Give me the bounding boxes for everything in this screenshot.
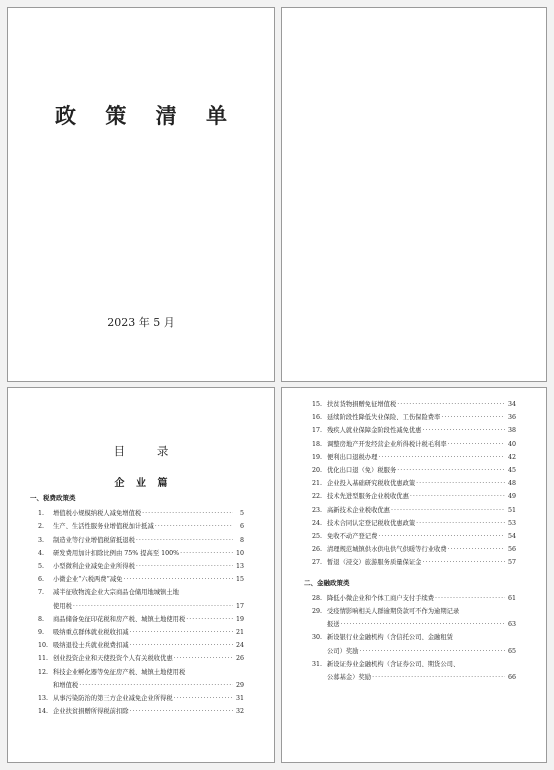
toc-item-page: 29: [235, 681, 244, 689]
toc-item-number: 10.: [38, 642, 49, 650]
toc-item-title: 生产、生活性服务业增值税加计抵减: [53, 523, 154, 531]
dot-leader: [180, 547, 233, 560]
dot-leader: [378, 451, 505, 464]
toc-item[interactable]: [312, 605, 516, 631]
toc-item[interactable]: [312, 451, 516, 464]
toc-item[interactable]: [312, 424, 516, 437]
toc-item-title: 商品储备免征印花税和房产税、城镇土地使用税: [53, 615, 186, 623]
section-heading-tax: 一、税费政策类: [30, 494, 76, 502]
toc-item-title: 新设银行业金融机构（含信托公司、金融租赁: [327, 634, 453, 642]
toc-item-page: 42: [507, 453, 516, 461]
toc-item[interactable]: [38, 586, 244, 612]
cover-page: [7, 7, 275, 382]
toc-item-number: 21.: [312, 480, 323, 488]
toc-item-page: 49: [507, 493, 516, 501]
toc-item-title: 扶贫货物捐赠免征增值税: [327, 401, 397, 408]
toc-item-page: 26: [235, 655, 244, 663]
dot-leader: [422, 556, 505, 569]
toc-list-1: [30, 494, 244, 718]
toc-item[interactable]: [312, 438, 516, 451]
dot-leader: [422, 424, 505, 437]
toc-item-page: 61: [507, 594, 516, 602]
toc-item-number: 22.: [312, 493, 323, 501]
dot-leader: [448, 438, 505, 451]
dot-leader: [378, 530, 505, 543]
toc-item-number: 17.: [312, 427, 323, 435]
toc-item-title: 优化出口退（免）税服务: [327, 467, 397, 475]
toc-item[interactable]: [312, 530, 516, 543]
blank-page: [281, 7, 547, 382]
toc-item-title: 报送: [327, 621, 340, 629]
toc-item-title: 小微企业“六税两费”减免: [53, 576, 123, 584]
toc-item-title: 残疾人就业保障金阶段性减免优惠: [327, 427, 422, 435]
dot-leader: [73, 600, 233, 613]
toc-item-number: 16.: [312, 414, 323, 422]
toc-item-page: 65: [507, 647, 516, 655]
toc-title: 目 录: [113, 444, 183, 458]
toc-item-number: 12.: [38, 668, 49, 676]
toc-item-number: 4.: [38, 549, 45, 557]
toc-item-title: 使用税: [53, 602, 72, 610]
section-heading-finance: 二、金融政策类: [304, 578, 350, 587]
toc-item-page: 57: [507, 559, 516, 567]
toc-item-title: 制造业等行业增值税留抵退税: [53, 536, 135, 544]
toc-item-page: 63: [507, 621, 516, 629]
toc-item-number: 26.: [312, 546, 323, 554]
toc-item-page: 10: [235, 549, 244, 557]
toc-item-page: 15: [235, 576, 244, 584]
toc-item[interactable]: [312, 658, 516, 684]
toc-item[interactable]: [312, 631, 516, 657]
toc-item-title: 科技企业孵化器等免征房产税、城镇土地使用税: [53, 668, 186, 676]
toc-item-page: 34: [507, 401, 516, 408]
toc-item-title: 企业投入基础研究税收优惠政策: [327, 480, 416, 488]
toc-item-page: 45: [507, 467, 516, 475]
toc-item[interactable]: [312, 490, 516, 503]
toc-subtitle: 企 业 篇: [114, 478, 172, 489]
dot-leader: [391, 504, 505, 517]
dot-leader: [136, 534, 233, 547]
toc-item-title: 研发费用加计扣除比例由 75% 提高至 100%: [53, 549, 180, 557]
toc-item-page: 40: [507, 440, 516, 448]
toc-item-title: 吸纳退役士兵就业税费扣减: [53, 642, 129, 650]
toc-item[interactable]: [312, 464, 516, 477]
cover-date: 2023 年 5 月: [107, 316, 175, 329]
toc-item-page: 66: [507, 674, 516, 682]
toc-item[interactable]: [38, 639, 244, 652]
toc-item-number: 24.: [312, 519, 323, 527]
toc-item[interactable]: [38, 666, 244, 692]
toc-item-number: 3.: [38, 536, 45, 544]
toc-item-page: 6: [239, 523, 244, 531]
toc-item-title: 新设证券业金融机构（含证券公司、期货公司、: [327, 660, 460, 668]
toc-item-title: 公募基金）奖励: [327, 674, 372, 682]
toc-item-number: 19.: [312, 453, 323, 461]
dot-leader: [79, 679, 233, 692]
toc-item-title: 免收不动产登记费: [327, 533, 378, 541]
toc-item-page: 13: [235, 563, 244, 570]
toc-item-page: 54: [507, 533, 516, 541]
toc-item-title: 企业扶贫捐赠所得税前扣除: [53, 708, 129, 716]
dot-leader: [123, 573, 233, 586]
toc-item-page: 19: [235, 615, 244, 623]
dot-leader: [416, 477, 505, 490]
toc-item-page: 31: [235, 695, 244, 703]
toc-item-title: 清理规范城镇供水供电供气供暖等行业收费: [327, 546, 447, 554]
toc-item-page: 48: [507, 480, 516, 488]
toc-item[interactable]: [38, 560, 244, 573]
toc-item-number: 15.: [312, 401, 323, 408]
toc-item-number: 1.: [38, 510, 45, 518]
toc-item[interactable]: [312, 592, 516, 605]
toc-item[interactable]: [38, 626, 244, 639]
toc-item-title: 小型微利企业减免企业所得税: [53, 563, 135, 570]
toc-item-title: 技术合同认定登记税收优惠政策: [327, 519, 416, 527]
toc-item[interactable]: [38, 692, 244, 705]
toc-item-title: 降低小微企业和个体工商户支付手续费: [327, 594, 435, 602]
dot-leader: [441, 411, 505, 424]
toc-item-page: 56: [507, 546, 516, 554]
toc-item[interactable]: [312, 398, 516, 411]
toc-item[interactable]: [312, 504, 516, 517]
toc-item-number: 29.: [312, 608, 323, 616]
toc-item-number: 7.: [38, 589, 45, 597]
toc-item-number: 30.: [312, 634, 323, 642]
dot-leader: [174, 652, 233, 665]
toc-item-number: 11.: [38, 655, 49, 663]
toc-item-title: 增值税小规模纳税人减免增值税: [53, 510, 142, 518]
toc-item-title: 暂退（浸交）旅游服务质量保证金: [327, 559, 422, 567]
toc-item-number: 23.: [312, 506, 323, 514]
dot-leader: [186, 613, 233, 626]
dot-leader: [136, 560, 233, 573]
dot-leader: [372, 671, 505, 684]
dot-leader: [416, 517, 505, 530]
toc-item-page: 21: [235, 629, 244, 637]
toc-item[interactable]: [38, 534, 244, 547]
toc-item-number: 9.: [38, 629, 45, 637]
toc-item-number: 25.: [312, 533, 323, 541]
toc-item-page: 51: [507, 506, 516, 514]
toc-item-title: 从事污染防治的第三方企业减免企业所得税: [53, 695, 173, 703]
toc-item[interactable]: [312, 517, 516, 530]
toc-item-page: 8: [239, 536, 244, 544]
dot-leader: [397, 398, 505, 411]
toc-item-number: 2.: [38, 523, 45, 531]
toc-item-number: 14.: [38, 708, 49, 716]
toc-item[interactable]: [312, 543, 516, 556]
toc-item-title: 公司）奖励: [327, 647, 359, 655]
toc-item-number: 8.: [38, 615, 45, 623]
toc-list-2: [304, 398, 516, 684]
toc-item-number: 28.: [312, 594, 323, 602]
toc-page-1: [7, 387, 275, 763]
dot-leader: [435, 592, 505, 605]
toc-item-title: 高新技术企业税收优惠: [327, 506, 390, 514]
toc-page-2: [281, 387, 547, 763]
dot-leader: [341, 618, 505, 631]
dot-leader: [142, 507, 233, 520]
toc-item-title: 技术先进型服务企业税收优惠: [327, 493, 409, 501]
toc-item[interactable]: [312, 556, 516, 569]
toc-item[interactable]: [38, 573, 244, 586]
dot-leader: [397, 464, 505, 477]
toc-item-page: 24: [235, 642, 244, 650]
toc-item-number: 6.: [38, 576, 45, 584]
dot-leader: [130, 705, 233, 718]
toc-item-title: 和增值税: [53, 681, 79, 689]
dot-leader: [130, 626, 233, 639]
dot-leader: [359, 645, 505, 658]
dot-leader: [448, 543, 505, 556]
toc-item-number: 18.: [312, 440, 323, 448]
dot-leader: [174, 692, 233, 705]
cover-title: 政 策 清 单: [55, 103, 238, 128]
toc-item[interactable]: [38, 652, 244, 665]
toc-item[interactable]: [38, 520, 244, 533]
toc-item-title: 吸纳重点群体就业税收扣减: [53, 629, 129, 637]
toc-item[interactable]: [38, 507, 244, 520]
toc-item[interactable]: [38, 705, 244, 718]
toc-item-page: 38: [507, 427, 516, 435]
toc-item-title: 延续阶段性降低失业保险、工伤保险费率: [327, 414, 441, 422]
toc-item-number: 20.: [312, 467, 323, 475]
toc-item-page: 32: [235, 708, 244, 716]
toc-item-title: 创业投资企业和天使投资个人有关税收优惠: [53, 655, 173, 663]
toc-item-page: 5: [239, 510, 244, 518]
toc-item-title: 调整房地产开发经营企业所得税计税毛利率: [327, 440, 447, 448]
toc-item-page: 36: [507, 414, 516, 422]
toc-item-title: 便利出口退税办理: [327, 453, 378, 461]
toc-item-title: 减半征收物流企业大宗商品仓储用地城镇土地: [53, 589, 179, 597]
toc-item[interactable]: [38, 613, 244, 626]
toc-item-page: 53: [507, 519, 516, 527]
toc-item-page: 17: [235, 602, 244, 610]
toc-item-number: 5.: [38, 563, 45, 570]
dot-leader: [130, 639, 233, 652]
toc-item-title: 受疫情影响相关人群逾期贷款可不作为逾期记录: [327, 608, 460, 616]
toc-item[interactable]: [312, 477, 516, 490]
toc-item[interactable]: [38, 547, 244, 560]
toc-item-number: 27.: [312, 559, 323, 567]
dot-leader: [155, 520, 233, 533]
toc-item-number: 31.: [312, 660, 323, 668]
toc-item-number: 13.: [38, 695, 49, 703]
dot-leader: [410, 490, 505, 503]
toc-item[interactable]: [312, 411, 516, 424]
